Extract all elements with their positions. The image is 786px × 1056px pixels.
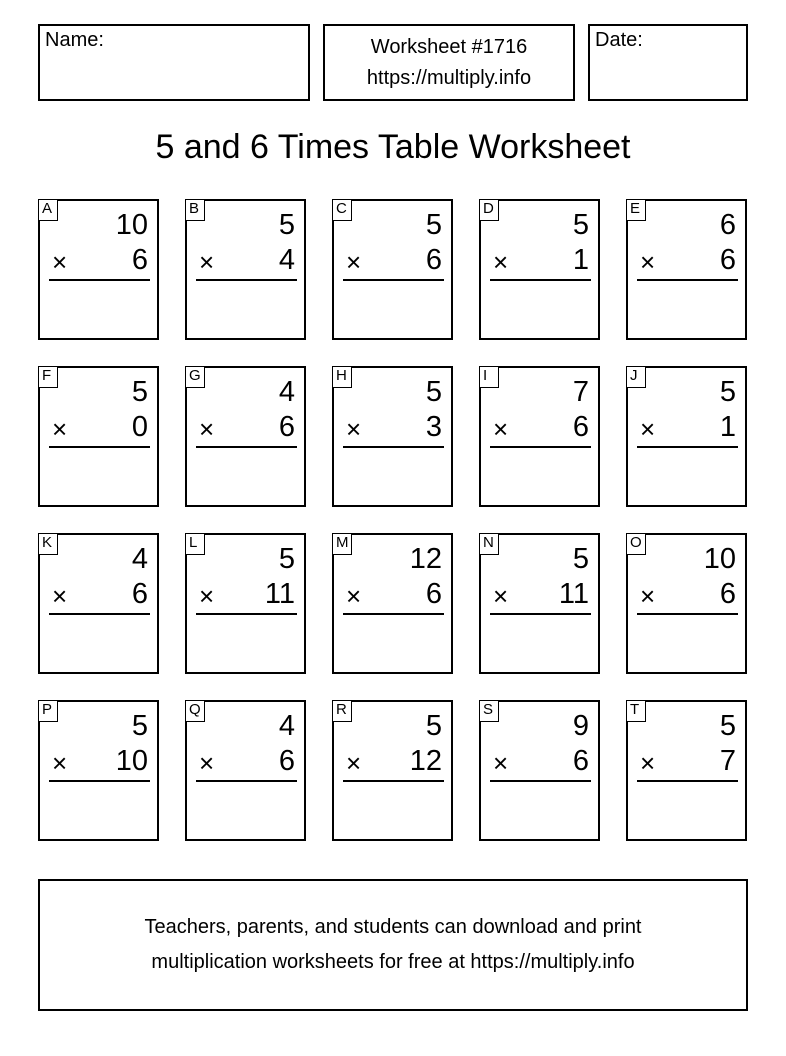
problem-card[interactable] (626, 700, 747, 841)
problem-letter: C (332, 199, 352, 221)
problem-letter: E (626, 199, 646, 221)
multiplicand: 5 (572, 209, 589, 241)
multiplicand: 5 (131, 710, 148, 742)
problem-letter: F (38, 366, 58, 388)
problem-letter: R (332, 700, 352, 722)
answer-line (196, 279, 297, 281)
multiplicand: 12 (409, 543, 442, 575)
problem-letter: H (332, 366, 352, 388)
times-sign: × (346, 247, 362, 277)
problem-letter: K (38, 533, 58, 555)
multiplier: 3 (425, 411, 442, 443)
problem-letter: I (479, 366, 499, 388)
multiplier: 6 (572, 745, 589, 777)
answer-line (49, 279, 150, 281)
multiplicand: 5 (278, 543, 295, 575)
problem-letter: P (38, 700, 58, 722)
problem-card[interactable] (332, 533, 453, 674)
footer-text-line1: Teachers, parents, and students can download and print (144, 916, 642, 938)
times-sign: × (640, 748, 656, 778)
multiplicand: 5 (425, 710, 442, 742)
multiplicand: 6 (719, 209, 736, 241)
multiplicand: 9 (572, 710, 589, 742)
problem-card[interactable] (479, 533, 600, 674)
problem-card[interactable] (185, 700, 306, 841)
answer-line (637, 279, 738, 281)
problem-letter: N (479, 533, 499, 555)
multiplier: 6 (719, 578, 736, 610)
multiplier: 7 (719, 745, 736, 777)
times-sign: × (493, 247, 509, 277)
times-sign: × (493, 414, 509, 444)
problem-letter: D (479, 199, 499, 221)
multiplier: 6 (131, 244, 148, 276)
problem-card[interactable] (185, 199, 306, 340)
problem-card[interactable] (479, 366, 600, 507)
answer-line (343, 446, 444, 448)
footer-box (38, 879, 748, 1011)
answer-line (49, 446, 150, 448)
times-sign: × (199, 247, 215, 277)
page-title: 5 and 6 Times Table Worksheet (155, 128, 631, 166)
problem-letter: S (479, 700, 499, 722)
multiplicand: 7 (572, 376, 589, 408)
times-sign: × (52, 414, 68, 444)
problem-letter: B (185, 199, 205, 221)
multiplier: 6 (278, 411, 295, 443)
times-sign: × (640, 414, 656, 444)
problem-card[interactable] (626, 366, 747, 507)
problem-card[interactable] (332, 700, 453, 841)
problem-letter: G (185, 366, 205, 388)
problem-card[interactable] (38, 366, 159, 507)
problem-card[interactable] (479, 700, 600, 841)
multiplicand: 10 (115, 209, 148, 241)
times-sign: × (346, 414, 362, 444)
answer-line (343, 613, 444, 615)
problem-card[interactable] (185, 533, 306, 674)
times-sign: × (346, 581, 362, 611)
multiplicand: 5 (425, 209, 442, 241)
answer-line (196, 613, 297, 615)
problem-letter: L (185, 533, 205, 555)
answer-line (196, 446, 297, 448)
answer-line (343, 279, 444, 281)
answer-line (343, 780, 444, 782)
multiplier: 10 (115, 745, 148, 777)
worksheet-number: Worksheet #1716 (370, 36, 528, 58)
multiplier: 6 (425, 244, 442, 276)
multiplier: 4 (278, 244, 295, 276)
times-sign: × (52, 247, 68, 277)
multiplier: 11 (558, 578, 589, 610)
multiplicand: 4 (278, 376, 295, 408)
answer-line (490, 279, 591, 281)
times-sign: × (493, 748, 509, 778)
name-label: Name: (45, 29, 104, 51)
multiplicand: 4 (278, 710, 295, 742)
answer-line (196, 780, 297, 782)
problem-card[interactable] (332, 366, 453, 507)
multiplier: 11 (264, 578, 295, 610)
problem-letter: Q (185, 700, 205, 722)
multiplicand: 5 (425, 376, 442, 408)
multiplier: 6 (719, 244, 736, 276)
problem-card[interactable] (479, 199, 600, 340)
times-sign: × (493, 581, 509, 611)
multiplier: 1 (719, 411, 736, 443)
answer-line (49, 780, 150, 782)
answer-line (49, 613, 150, 615)
multiplicand: 5 (278, 209, 295, 241)
problem-card[interactable] (626, 533, 747, 674)
answer-line (637, 780, 738, 782)
answer-line (490, 446, 591, 448)
times-sign: × (199, 581, 215, 611)
footer-text-line2: multiplication worksheets for free at https://multiply.info (151, 951, 635, 973)
problem-letter: A (38, 199, 58, 221)
times-sign: × (199, 414, 215, 444)
multiplier: 6 (131, 578, 148, 610)
multiplicand: 5 (131, 376, 148, 408)
times-sign: × (52, 581, 68, 611)
problem-letter: O (626, 533, 646, 555)
problem-card[interactable] (626, 199, 747, 340)
multiplier: 1 (572, 244, 589, 276)
worksheet-url: https://multiply.info (366, 67, 532, 89)
problem-letter: T (626, 700, 646, 722)
problem-letter: M (332, 533, 352, 555)
multiplicand: 4 (131, 543, 148, 575)
problem-card[interactable] (185, 366, 306, 507)
multiplier: 12 (409, 745, 442, 777)
times-sign: × (199, 748, 215, 778)
problem-card[interactable] (38, 533, 159, 674)
times-sign: × (346, 748, 362, 778)
multiplier: 0 (131, 411, 148, 443)
answer-line (490, 780, 591, 782)
problem-letter: J (626, 366, 646, 388)
times-sign: × (640, 247, 656, 277)
date-label: Date: (595, 29, 643, 51)
multiplicand: 5 (719, 710, 736, 742)
answer-line (637, 446, 738, 448)
times-sign: × (640, 581, 656, 611)
worksheet-info-box (323, 24, 575, 101)
times-sign: × (52, 748, 68, 778)
problem-card[interactable] (38, 199, 159, 340)
date-box[interactable] (588, 24, 748, 101)
answer-line (637, 613, 738, 615)
multiplier: 6 (425, 578, 442, 610)
multiplier: 6 (278, 745, 295, 777)
name-box[interactable] (38, 24, 310, 101)
multiplicand: 10 (703, 543, 736, 575)
problem-card[interactable] (332, 199, 453, 340)
multiplier: 6 (572, 411, 589, 443)
multiplicand: 5 (572, 543, 589, 575)
answer-line (490, 613, 591, 615)
multiplicand: 5 (719, 376, 736, 408)
problem-card[interactable] (38, 700, 159, 841)
